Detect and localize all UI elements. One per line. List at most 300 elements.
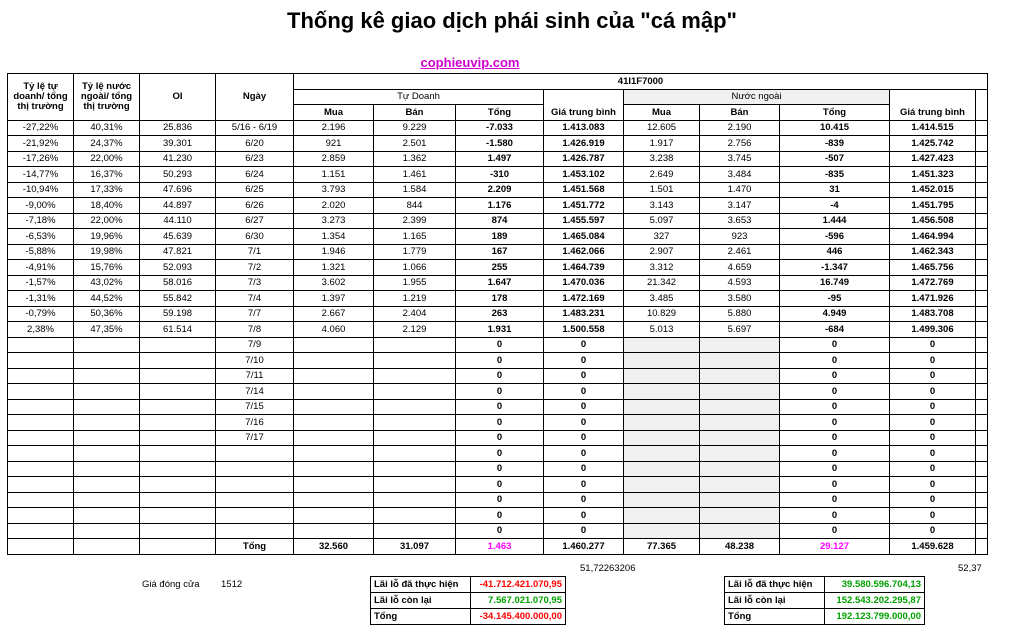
cell-prop-buy [294, 368, 374, 384]
cell-edge [976, 291, 988, 307]
cell-prop-total: 0 [456, 492, 544, 508]
cell-prop-total: 2.209 [456, 182, 544, 198]
cell-prop-sell: 844 [374, 198, 456, 214]
cell-prop-buy [294, 461, 374, 477]
cell-edge [976, 167, 988, 183]
cell-prop-sell [374, 337, 456, 353]
cell-prop-buy: 2.859 [294, 151, 374, 167]
cell-oi [140, 368, 216, 384]
cell-date [216, 508, 294, 524]
cell-foreign-total: -95 [780, 291, 890, 307]
cell-prop-avg: 1.426.919 [544, 136, 624, 152]
cell-oi: 55.842 [140, 291, 216, 307]
prop-remaining-value: 7.567.021.070,95 [471, 593, 566, 609]
cell-date [216, 446, 294, 462]
cell-prop-avg: 1.483.231 [544, 306, 624, 322]
cell-date: 5/16 - 6/19 [216, 120, 294, 136]
cell-foreign-sell [700, 415, 780, 431]
cell-foreign-buy: 12.605 [624, 120, 700, 136]
cell-date: 7/7 [216, 306, 294, 322]
cell-oi [140, 446, 216, 462]
cell-foreign-buy [624, 508, 700, 524]
table-row [8, 430, 988, 446]
cell-prop-buy: 1.946 [294, 244, 374, 260]
cell-foreign-buy [624, 461, 700, 477]
cell-date: 7/15 [216, 399, 294, 415]
cell-oi: 45.639 [140, 229, 216, 245]
cell-date: 6/20 [216, 136, 294, 152]
cell-foreign-buy [624, 384, 700, 400]
cell-foreign-ratio: 17,33% [74, 182, 140, 198]
cell-oi [140, 399, 216, 415]
header-date: Ngày [216, 74, 294, 121]
cell-foreign-buy: 3.143 [624, 198, 700, 214]
cell-foreign-avg: 1.452.015 [890, 182, 976, 198]
cell-foreign-total: 1.444 [780, 213, 890, 229]
cell-prop-ratio [8, 523, 74, 539]
cell-foreign-sell: 3.745 [700, 151, 780, 167]
cell-prop-buy [294, 337, 374, 353]
cell-oi: 44.110 [140, 213, 216, 229]
cell-prop-sell [374, 492, 456, 508]
cell-foreign-sell [700, 368, 780, 384]
table-row [8, 182, 988, 198]
cell-foreign-buy [624, 415, 700, 431]
cell-prop-buy: 921 [294, 136, 374, 152]
cell-prop-buy: 3.602 [294, 275, 374, 291]
header-prop-avg: Giá trung bình [544, 105, 624, 121]
cell-date [216, 492, 294, 508]
table-row [8, 198, 988, 214]
cell-foreign-buy: 5.097 [624, 213, 700, 229]
cell-foreign-ratio: 47,35% [74, 322, 140, 338]
cell-foreign-total: 0 [780, 477, 890, 493]
cell-prop-sell: 2.129 [374, 322, 456, 338]
cell-foreign-buy: 2.907 [624, 244, 700, 260]
cell-foreign-ratio [74, 368, 140, 384]
table-row [8, 477, 988, 493]
prop-remaining-label: Lãi lỗ còn lại [371, 593, 471, 609]
cell-prop-total: 0 [456, 353, 544, 369]
cell-foreign-buy [624, 430, 700, 446]
cell-edge [976, 244, 988, 260]
cell-foreign-total: 16.749 [780, 275, 890, 291]
cell-oi: 47.696 [140, 182, 216, 198]
page-title: Thống kê giao dịch phái sinh của "cá mập" [287, 8, 737, 33]
cell-foreign-sell: 3.484 [700, 167, 780, 183]
cell-edge [976, 461, 988, 477]
cell-foreign-avg: 0 [890, 508, 976, 524]
cell-foreign-avg: 0 [890, 430, 976, 446]
table-row [8, 415, 988, 431]
cell-foreign-ratio: 24,37% [74, 136, 140, 152]
total-prop-total: 1.463 [456, 539, 544, 555]
cell-foreign-avg: 0 [890, 368, 976, 384]
cell-oi: 47.821 [140, 244, 216, 260]
cell-prop-ratio [8, 508, 74, 524]
cell-foreign-buy: 3.485 [624, 291, 700, 307]
cell-prop-avg: 0 [544, 523, 624, 539]
cell-date: 7/1 [216, 244, 294, 260]
cell-prop-ratio: -14,77% [8, 167, 74, 183]
foreign-remaining-value: 152.543.202.295,87 [825, 593, 925, 609]
cell-date: 7/14 [216, 384, 294, 400]
cell-prop-ratio: -4,91% [8, 260, 74, 276]
cell-foreign-sell [700, 523, 780, 539]
table-row [8, 167, 988, 183]
cell-prop-buy: 3.793 [294, 182, 374, 198]
cell-oi: 39.301 [140, 136, 216, 152]
table-row [8, 260, 988, 276]
cell-prop-total: 1.497 [456, 151, 544, 167]
cell-prop-buy: 3.273 [294, 213, 374, 229]
cell-prop-avg: 1.413.083 [544, 120, 624, 136]
cell-foreign-ratio: 22,00% [74, 151, 140, 167]
cell-prop-sell [374, 508, 456, 524]
cell-foreign-total: -684 [780, 322, 890, 338]
cell-prop-total: 0 [456, 461, 544, 477]
cell-prop-total: 263 [456, 306, 544, 322]
cell-prop-sell [374, 368, 456, 384]
cell-prop-avg: 1.470.036 [544, 275, 624, 291]
cell-foreign-total: 0 [780, 523, 890, 539]
cell-date: 7/4 [216, 291, 294, 307]
cell-edge [976, 136, 988, 152]
cell-edge [976, 120, 988, 136]
cell-prop-sell [374, 430, 456, 446]
cell-prop-sell: 2.404 [374, 306, 456, 322]
cell-prop-avg: 0 [544, 353, 624, 369]
cell-prop-buy: 1.321 [294, 260, 374, 276]
cell-foreign-avg: 0 [890, 477, 976, 493]
cell-edge [976, 399, 988, 415]
cell-prop-total: -7.033 [456, 120, 544, 136]
total-prop-avg: 1.460.277 [544, 539, 624, 555]
cell-foreign-ratio [74, 399, 140, 415]
cell-foreign-total: 0 [780, 384, 890, 400]
cell-foreign-sell [700, 477, 780, 493]
cell-prop-total: 167 [456, 244, 544, 260]
cell-prop-avg: 1.462.066 [544, 244, 624, 260]
total-foreign-total: 29.127 [780, 539, 890, 555]
cell-foreign-sell: 5.880 [700, 306, 780, 322]
header-contract: 41I1F7000 [294, 74, 988, 90]
cell-foreign-buy [624, 337, 700, 353]
cell-date: 7/3 [216, 275, 294, 291]
prop-total-label: Tổng [371, 609, 471, 625]
cell-date: 6/25 [216, 182, 294, 198]
cell-prop-total: 0 [456, 523, 544, 539]
cell-prop-buy [294, 415, 374, 431]
cell-edge [976, 353, 988, 369]
cell-prop-ratio [8, 415, 74, 431]
cell-edge [976, 306, 988, 322]
cell-foreign-buy: 21.342 [624, 275, 700, 291]
cell-foreign-total: -507 [780, 151, 890, 167]
cell-foreign-sell: 2.461 [700, 244, 780, 260]
derivatives-table [7, 73, 988, 555]
cell-foreign-ratio: 22,00% [74, 213, 140, 229]
cell-foreign-sell [700, 353, 780, 369]
cell-foreign-buy: 5.013 [624, 322, 700, 338]
header-foreign: Nước ngoài [624, 89, 890, 105]
cell-prop-avg: 1.453.102 [544, 167, 624, 183]
cell-prop-sell [374, 461, 456, 477]
cell-prop-sell: 1.066 [374, 260, 456, 276]
cell-foreign-sell [700, 384, 780, 400]
cell-prop-sell [374, 415, 456, 431]
header-foreign-sell: Bán [700, 105, 780, 121]
cell-foreign-avg: 1.425.742 [890, 136, 976, 152]
cell-prop-avg: 0 [544, 368, 624, 384]
cell-date [216, 477, 294, 493]
cell-foreign-sell [700, 337, 780, 353]
cell-edge [976, 368, 988, 384]
site-link[interactable]: cophieuvip.com [420, 55, 520, 70]
table-row [8, 213, 988, 229]
cell-foreign-ratio [74, 430, 140, 446]
table-row [8, 229, 988, 245]
cell-oi [140, 492, 216, 508]
cell-foreign-ratio [74, 415, 140, 431]
cell-date: 7/10 [216, 353, 294, 369]
cell-date: 6/30 [216, 229, 294, 245]
cell-prop-ratio [8, 399, 74, 415]
cell-prop-total: 178 [456, 291, 544, 307]
cell-prop-avg: 1.464.739 [544, 260, 624, 276]
cell-foreign-buy: 327 [624, 229, 700, 245]
cell-date: 7/9 [216, 337, 294, 353]
cell-prop-total: 189 [456, 229, 544, 245]
total-label: Tổng [216, 539, 294, 555]
cell-prop-buy [294, 384, 374, 400]
cell-foreign-sell: 3.147 [700, 198, 780, 214]
cell-prop-total: -1.580 [456, 136, 544, 152]
cell-prop-buy: 1.397 [294, 291, 374, 307]
prop-total-value: -34.145.400.000,00 [471, 609, 566, 625]
cell-prop-total: 1.176 [456, 198, 544, 214]
cell-foreign-sell: 1.470 [700, 182, 780, 198]
cell-prop-total: 0 [456, 508, 544, 524]
cell-prop-avg: 0 [544, 508, 624, 524]
cell-foreign-avg: 0 [890, 446, 976, 462]
cell-prop-sell: 1.955 [374, 275, 456, 291]
cell-foreign-avg: 1.472.769 [890, 275, 976, 291]
cell-edge [976, 151, 988, 167]
cell-foreign-ratio [74, 337, 140, 353]
header-foreign-ratio: Tỷ lệ nước ngoài/ tổng thị trường [74, 74, 140, 121]
cell-foreign-sell [700, 461, 780, 477]
cell-foreign-buy: 1.917 [624, 136, 700, 152]
cell-prop-avg: 1.500.558 [544, 322, 624, 338]
cell-edge [976, 198, 988, 214]
cell-foreign-sell [700, 508, 780, 524]
cell-foreign-avg: 0 [890, 353, 976, 369]
cell-foreign-total: -1.347 [780, 260, 890, 276]
cell-prop-ratio: -1,31% [8, 291, 74, 307]
table-row [8, 523, 988, 539]
cell-date: 7/11 [216, 368, 294, 384]
cell-foreign-total: -596 [780, 229, 890, 245]
table-row [8, 368, 988, 384]
cell-oi [140, 508, 216, 524]
cell-prop-total: 874 [456, 213, 544, 229]
cell-prop-ratio [8, 384, 74, 400]
prop-extra-value: 51,72263206 [580, 563, 636, 574]
cell-foreign-buy: 10.829 [624, 306, 700, 322]
cell-foreign-buy [624, 492, 700, 508]
total-prop-buy: 32.560 [294, 539, 374, 555]
foreign-total-label: Tổng [725, 609, 825, 625]
cell-prop-sell: 1.165 [374, 229, 456, 245]
cell-prop-ratio: -27,22% [8, 120, 74, 136]
cell-oi [140, 461, 216, 477]
cell-edge [976, 260, 988, 276]
cell-prop-ratio: -0,79% [8, 306, 74, 322]
cell-foreign-buy [624, 523, 700, 539]
cell-prop-sell: 1.219 [374, 291, 456, 307]
cell-prop-sell: 9.229 [374, 120, 456, 136]
cell-foreign-total: -839 [780, 136, 890, 152]
cell-foreign-avg: 1.462.343 [890, 244, 976, 260]
cell-foreign-ratio: 16,37% [74, 167, 140, 183]
table-row [8, 306, 988, 322]
cell-oi: 61.514 [140, 322, 216, 338]
total-foreign-sell: 48.238 [700, 539, 780, 555]
cell-prop-ratio: 2,38% [8, 322, 74, 338]
cell-date: 7/17 [216, 430, 294, 446]
cell-foreign-total: 0 [780, 446, 890, 462]
cell-prop-avg: 0 [544, 477, 624, 493]
total-foreign-buy: 77.365 [624, 539, 700, 555]
cell-foreign-buy [624, 399, 700, 415]
cell-prop-ratio: -1,57% [8, 275, 74, 291]
cell-prop-ratio [8, 461, 74, 477]
cell-foreign-sell [700, 446, 780, 462]
cell-date: 7/16 [216, 415, 294, 431]
prop-realized-label: Lãi lỗ đã thực hiện [371, 577, 471, 593]
cell-foreign-avg: 1.456.508 [890, 213, 976, 229]
cell-foreign-buy: 3.312 [624, 260, 700, 276]
cell-prop-total: 1.647 [456, 275, 544, 291]
cell-prop-sell: 1.584 [374, 182, 456, 198]
cell-prop-total: 0 [456, 415, 544, 431]
cell-oi: 50.293 [140, 167, 216, 183]
cell-oi [140, 353, 216, 369]
cell-prop-buy [294, 492, 374, 508]
cell-prop-buy [294, 477, 374, 493]
cell-foreign-buy [624, 446, 700, 462]
cell-foreign-sell: 3.580 [700, 291, 780, 307]
table-row [8, 461, 988, 477]
cell-foreign-total: 0 [780, 399, 890, 415]
cell-date: 6/23 [216, 151, 294, 167]
cell-prop-ratio [8, 368, 74, 384]
cell-foreign-avg: 0 [890, 399, 976, 415]
cell-foreign-avg: 0 [890, 384, 976, 400]
cell-foreign-total: 0 [780, 368, 890, 384]
header-prop: Tự Doanh [294, 89, 544, 105]
cell-date: 7/2 [216, 260, 294, 276]
cell-edge [976, 523, 988, 539]
cell-date [216, 461, 294, 477]
cell-prop-avg: 1.426.787 [544, 151, 624, 167]
cell-prop-total: 0 [456, 446, 544, 462]
cell-foreign-sell: 4.659 [700, 260, 780, 276]
cell-foreign-sell [700, 430, 780, 446]
cell-foreign-sell: 4.593 [700, 275, 780, 291]
cell-prop-total: 0 [456, 430, 544, 446]
cell-foreign-buy: 1.501 [624, 182, 700, 198]
cell-foreign-avg: 0 [890, 415, 976, 431]
cell-foreign-avg: 1.451.323 [890, 167, 976, 183]
cell-foreign-ratio: 15,76% [74, 260, 140, 276]
cell-foreign-ratio [74, 523, 140, 539]
cell-oi: 41.230 [140, 151, 216, 167]
table-row [8, 384, 988, 400]
cell-oi: 25.836 [140, 120, 216, 136]
header-prop-buy: Mua [294, 105, 374, 121]
cell-foreign-sell: 2.756 [700, 136, 780, 152]
table-row [8, 275, 988, 291]
table-row [8, 353, 988, 369]
table-row [8, 508, 988, 524]
cell-foreign-ratio: 40,31% [74, 120, 140, 136]
cell-prop-buy: 2.667 [294, 306, 374, 322]
cell-foreign-total: 0 [780, 337, 890, 353]
cell-prop-ratio [8, 353, 74, 369]
cell-foreign-ratio [74, 477, 140, 493]
cell-date: 6/24 [216, 167, 294, 183]
cell-edge [976, 430, 988, 446]
foreign-extra-value: 52,37 [958, 563, 982, 574]
cell-prop-buy [294, 353, 374, 369]
cell-prop-sell: 2.501 [374, 136, 456, 152]
cell-foreign-sell: 923 [700, 229, 780, 245]
cell-edge [976, 213, 988, 229]
cell-prop-ratio: -10,94% [8, 182, 74, 198]
cell-prop-ratio: -21,92% [8, 136, 74, 152]
cell-prop-ratio [8, 430, 74, 446]
cell-prop-total: 0 [456, 384, 544, 400]
cell-prop-ratio [8, 446, 74, 462]
cell-foreign-buy [624, 368, 700, 384]
cell-foreign-sell [700, 399, 780, 415]
cell-foreign-buy [624, 477, 700, 493]
cell-foreign-sell: 3.653 [700, 213, 780, 229]
cell-oi: 52.093 [140, 260, 216, 276]
cell-prop-buy: 1.151 [294, 167, 374, 183]
cell-foreign-ratio: 50,36% [74, 306, 140, 322]
cell-prop-avg: 0 [544, 384, 624, 400]
cell-edge [976, 337, 988, 353]
cell-foreign-total: -4 [780, 198, 890, 214]
cell-prop-buy: 1.354 [294, 229, 374, 245]
cell-prop-avg: 0 [544, 399, 624, 415]
cell-foreign-sell: 2.190 [700, 120, 780, 136]
cell-foreign-avg: 1.414.515 [890, 120, 976, 136]
cell-prop-avg: 0 [544, 337, 624, 353]
cell-foreign-avg: 0 [890, 523, 976, 539]
cell-edge [976, 492, 988, 508]
cell-oi [140, 523, 216, 539]
cell-prop-total: -310 [456, 167, 544, 183]
table-row [8, 120, 988, 136]
header-foreign-total: Tổng [780, 105, 890, 121]
cell-edge [976, 477, 988, 493]
cell-foreign-ratio: 43,02% [74, 275, 140, 291]
cell-foreign-buy: 3.238 [624, 151, 700, 167]
